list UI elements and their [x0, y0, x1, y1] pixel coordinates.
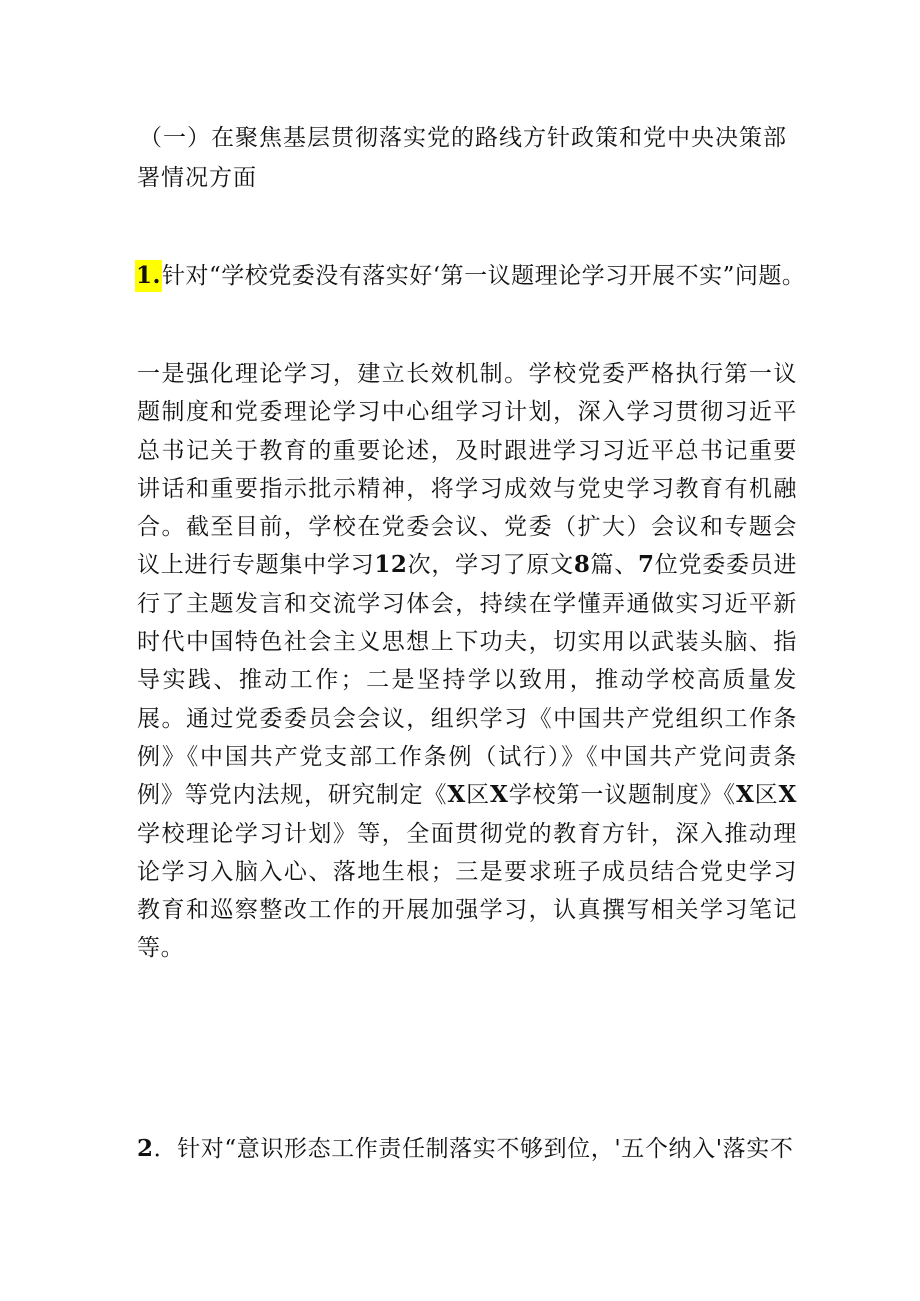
section-heading: （一）在聚焦基层贯彻落实党的路线方针政策和党中央决策部署情况方面 — [137, 125, 787, 191]
body-x-1: X — [447, 781, 466, 809]
body-part-5: 区 — [465, 782, 490, 809]
body-x-3: X — [735, 781, 755, 809]
body-part-7: 区 — [754, 782, 779, 809]
item-1-text: 针对“学校党委没有落实好‘第一议题理论学习开展不实”问题。 — [162, 263, 806, 289]
body-part-8: 学校理论学习计划》等，全面贯彻党的教育方针，深入推动理论学习入脑入心、落地生根；三是要求班子成员结合党史学习教育和巡察整改工作的开展加强学习，认真撰写相关学习笔记等。 — [137, 820, 797, 962]
body-part-1: 一是强化理论学习，建立长效机制。学校党委严格执行第一议题制度和党委理论学习中心组学习计划，深入学习贯彻习近平总书记关于教育的重要论述，及时跟进学习习近平总书记重要讲话和重要指示批示精神，将学习成效与党史学习教育有机融合。截至目前，学校在党委会议、党委（扩大）会议和专题会议上进行专题集中学习 — [137, 361, 797, 579]
item-2-title — [137, 1133, 807, 1165]
body-part-4: 位党委委员进行了主题发言和交流学习体会，持续在学懂弄通做实习近平新时代中国特色社会主义思想上下功夫，切实用以武装头脑、指导实践、推动工作；二是坚持学以致用，推动学校高质量发展。通过党委委员会会议，组织学习《中国共产党组织工作条例》《中国共产党支部工作条例（试行）》《中国共产党问责条例》等党内法规，研究制定《 — [137, 552, 798, 809]
item-1-number-highlight: 1. — [135, 260, 162, 292]
body-part-2: 次，学习了原文 — [407, 552, 574, 579]
item-2-number: 2 — [137, 1135, 154, 1162]
body-part-6: 学校第一议题制度》《 — [508, 782, 736, 809]
body-part-3: 篇、 — [590, 552, 639, 579]
body-number-7: 7 — [638, 551, 655, 579]
body-number-8: 8 — [573, 551, 591, 579]
body-x-4: X — [778, 781, 797, 809]
item-2-text: ．针对“意识形态工作责任制落实不够到位，'五个纳入'落实不 — [153, 1136, 794, 1162]
item-1-body — [137, 355, 797, 968]
body-number-12: 12 — [374, 551, 408, 579]
body-x-2: X — [489, 781, 509, 809]
item-1-title — [135, 260, 815, 292]
